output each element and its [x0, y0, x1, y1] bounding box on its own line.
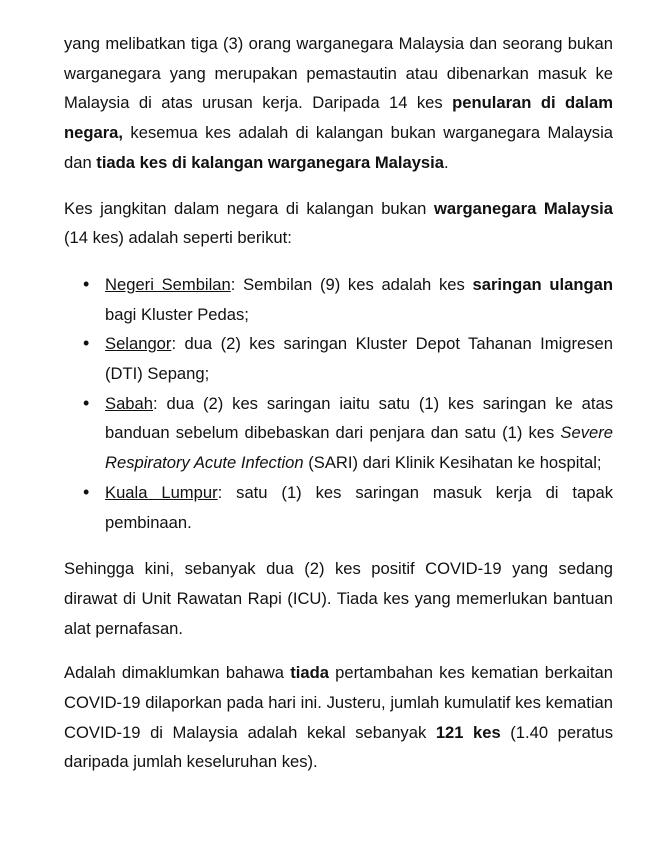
bold-text: 121 kes — [435, 722, 501, 742]
list-item-kuala-lumpur — [83, 478, 613, 537]
bold-text: tiada kes di kalangan warganegara Malaysia — [96, 152, 445, 172]
bold-text: saringan ulangan — [472, 274, 613, 294]
paragraph-death-toll — [64, 658, 613, 777]
text: pertambahan kes kematian berkaitan COVID-19 dilaporkan pada hari ini. Justeru, jumlah kumulatif kes kematian COVID-19 di Malaysia adalah kekal sebanyak — [64, 663, 613, 742]
text: Adalah dimaklumkan bahawa — [64, 663, 291, 683]
list-item-selangor — [83, 329, 613, 388]
text: Sehingga kini, sebanyak dua (2) kes positif COVID-19 yang sedang dirawat di Unit Rawatan Rapi (ICU). Tiada kes yang memerlukan bantuan alat pernafasan. — [64, 559, 613, 638]
bold-text: penularan di dalam negara, — [64, 93, 613, 143]
text: (SARI) dari Klinik Kesihatan ke hospital; — [303, 453, 602, 473]
text: : dua (2) kes saringan Kluster Depot Tahanan Imigresen (DTI) Sepang; — [105, 334, 613, 384]
paragraph-icu-status — [64, 554, 613, 643]
bullet-icon: • — [83, 481, 90, 502]
text: (1.40 peratus daripada jumlah keseluruhan kes). — [64, 722, 613, 772]
paragraph-local-infections-intro — [64, 194, 613, 253]
state-name: Selangor — [105, 334, 172, 354]
text: . — [444, 152, 449, 172]
state-name: Negeri Sembilan — [105, 274, 231, 294]
state-name: Kuala Lumpur — [105, 482, 218, 502]
text: : dua (2) kes saringan iaitu satu (1) kes saringan ke atas banduan sebelum dibebaskan dari penjara dan satu (1) kes — [105, 393, 613, 443]
text: : Sembilan (9) kes adalah kes — [230, 274, 473, 294]
paragraph-cases-summary — [64, 29, 613, 178]
text: yang melibatkan tiga (3) orang warganegara Malaysia dan seorang bukan warganegara yang merupakan pemastautin atau dibenarkan masuk ke Malaysia di atas urusan kerja. Daripada 14 kes — [64, 34, 613, 113]
state-name: Sabah — [105, 393, 153, 413]
bullet-icon: • — [83, 333, 90, 354]
text: kesemua kes adalah di kalangan bukan warganegara Malaysia dan — [64, 123, 613, 172]
bold-text: tiada — [290, 663, 329, 683]
italic-text: Severe Respiratory Acute Infection — [105, 423, 613, 473]
document-page — [64, 29, 613, 813]
text: Kes jangkitan dalam negara di kalangan bukan — [64, 198, 434, 218]
bullet-icon: • — [83, 392, 90, 413]
text: (14 kes) adalah seperti berikut: — [64, 228, 292, 248]
bullet-icon: • — [83, 273, 90, 294]
text: bagi Kluster Pedas; — [105, 304, 249, 324]
bold-text: warganegara Malaysia — [433, 198, 614, 218]
text: : satu (1) kes saringan masuk kerja di tapak pembinaan. — [105, 482, 613, 532]
state-cases-list — [64, 270, 613, 537]
list-item-sabah — [83, 389, 613, 478]
list-item-negeri-sembilan — [83, 270, 613, 329]
